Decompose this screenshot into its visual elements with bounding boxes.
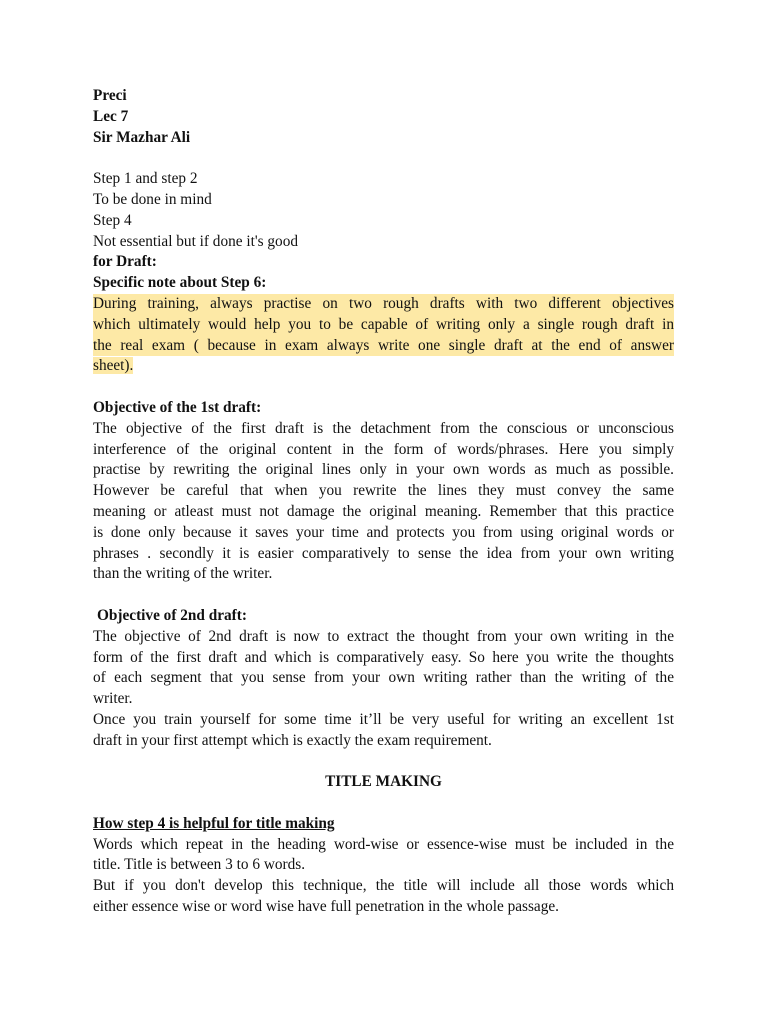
step6-heading: Specific note about Step 6: xyxy=(93,274,267,292)
steps-line-4: Not essential but if done it's good xyxy=(93,232,298,250)
subject-title: Preci xyxy=(93,87,127,104)
spacer xyxy=(93,793,674,814)
paragraph-line: phrases . secondly it is easier comparatively to sense the idea from your own writing xyxy=(93,544,674,562)
teacher-name: Sir Mazhar Ali xyxy=(93,128,191,146)
paragraph-line: than the writing of the writer. xyxy=(93,565,273,583)
note-line: sheet). xyxy=(93,357,134,375)
note-line: which ultimately would help you to be capable of writing only a single rough draft in xyxy=(93,315,674,333)
paragraph-line: draft in your first attempt which is exactly the exam requirement. xyxy=(93,731,492,749)
paragraph-line: form of the first draft and which is comparatively easy. So here you write the thoughts xyxy=(93,648,674,666)
first-draft-paragraph xyxy=(93,419,674,585)
first-draft-heading: Objective of the 1st draft: xyxy=(93,398,262,416)
paragraph-line: The objective of the first draft is the detachment from the conscious or unconscious xyxy=(93,419,674,437)
spacer xyxy=(93,148,674,169)
document-page xyxy=(93,86,674,918)
paragraph-line: Words which repeat in the heading word-wise or essence-wise must be included in the xyxy=(93,835,674,853)
paragraph-line: title. Title is between 3 to 6 words. xyxy=(93,856,306,874)
note-line: the real exam ( because in exam always write one single draft at the end of answer xyxy=(93,336,674,354)
draft-heading: for Draft: xyxy=(93,253,157,271)
spacer xyxy=(93,377,674,398)
paragraph-line: interference of the original content in the form of words/phrases. Here you simply xyxy=(93,440,674,458)
second-draft-heading: Objective of 2nd draft: xyxy=(97,606,247,624)
subheading-step4-title: How step 4 is helpful for title making xyxy=(93,814,335,832)
paragraph-line: practise by rewriting the original lines only in your own words as much as possible. xyxy=(93,461,674,479)
paragraph-line: of each segment that you sense from your own writing rather than the writing of the xyxy=(93,669,674,687)
title-making-paragraph-1 xyxy=(93,835,674,877)
paragraph-line: The objective of 2nd draft is now to extract the thought from your own writing in the xyxy=(93,627,674,645)
steps-line-3: Step 4 xyxy=(93,211,132,229)
second-draft-paragraph xyxy=(93,627,674,752)
steps-line-1: Step 1 and step 2 xyxy=(93,170,198,188)
paragraph-line: either essence wise or word wise have full penetration in the whole passage. xyxy=(93,898,559,916)
paragraph-line: However be careful that when you rewrite the lines they must convey the same xyxy=(93,482,674,500)
spacer xyxy=(93,585,674,606)
section-heading-title-making: TITLE MAKING xyxy=(325,773,442,791)
steps-line-2: To be done in mind xyxy=(93,190,212,208)
spacer xyxy=(93,752,674,773)
lecture-number: Lec 7 xyxy=(93,107,129,125)
step6-highlighted-note xyxy=(93,294,674,356)
paragraph-line: But if you don't develop this technique, the title will include all those words which xyxy=(93,877,674,895)
paragraph-line: Once you train yourself for some time it’ll be very useful for writing an excellent 1st xyxy=(93,710,674,728)
note-line: During training, always practise on two rough drafts with two different objectives xyxy=(93,294,674,312)
paragraph-line: is done only because it saves your time and protects you from using original words or xyxy=(93,523,674,541)
paragraph-line: meaning or atleast must not damage the original meaning. Remember that this practice xyxy=(93,502,674,520)
paragraph-line: writer. xyxy=(93,690,133,708)
title-making-paragraph-2 xyxy=(93,876,674,918)
